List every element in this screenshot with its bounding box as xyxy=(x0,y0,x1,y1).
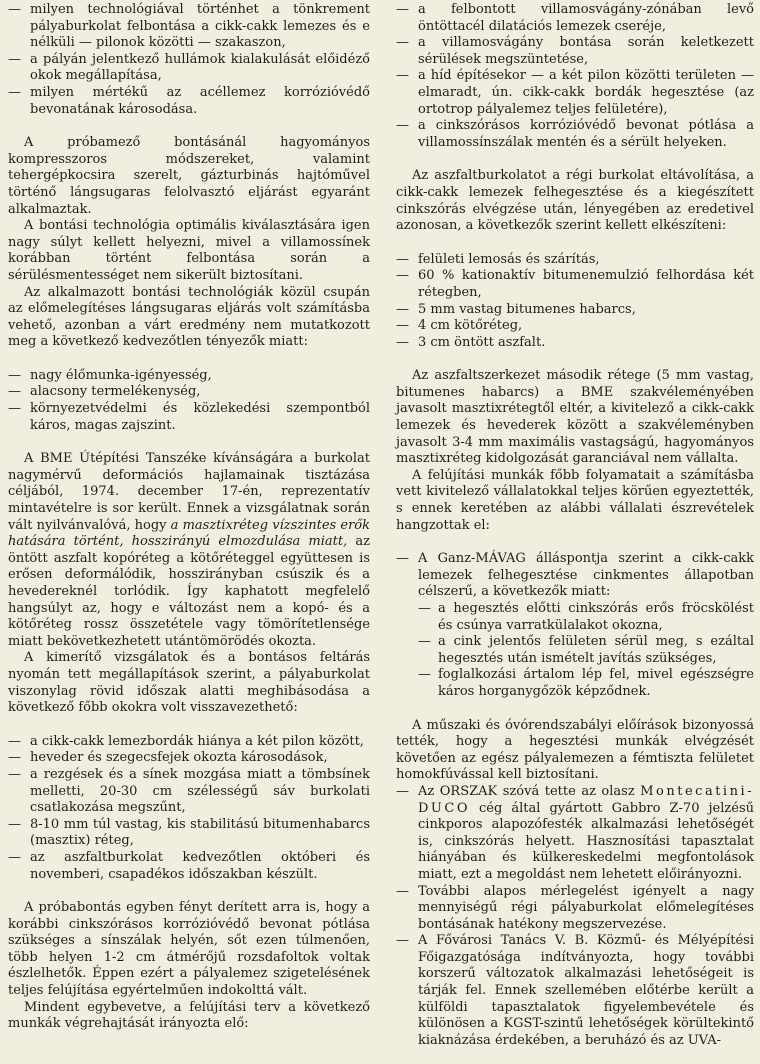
list-item: — környezetvédelmi és közlekedési szempontból káros, magas zajszint. xyxy=(8,401,370,434)
list-item: — a cink jelentős felületen sérül meg, s ezáltal hegesztés után ismételt javítás szükséges, xyxy=(418,634,754,667)
paragraph: A bontási technológia optimális kiválasztására igen nagy súlyt kellett helyezni, mivel a villamossínek korábban történt felbontása során a sérülésmentességet nem sikerült biztosítani. xyxy=(8,218,370,283)
layer-list xyxy=(396,252,754,352)
list-item: — a pályán jelentkező hullámok kialakulását előidéző okok megállapítása, xyxy=(8,52,370,85)
text-run: A BME Útépítési Tanszéke kívánságára a burkolat nagymérvű deformációs hajlamainak tisztázása céljából, 1974. december 17-én, reprezentatív mintavételre is sor került. Ennek a vizsgálatnak során vált nyilvánvalóvá, hogy xyxy=(8,451,370,533)
text-run: cég által gyártott Gabbro Z-70 jelzésű cinkporos alapozófesték alkalmazási lehetőségét is, cinkszórás helyett. Hasznosítási tapasztalat hiányában és külkereskedelmi megfontolások miatt, ezt a megoldást nem lehetett előirányozni. xyxy=(418,800,754,882)
list-item: — 4 cm kötőréteg, xyxy=(396,318,754,335)
text-run: Az ORSZAK szóvá tette az olasz xyxy=(418,783,635,799)
list-item: — a villamosvágány bontása során keletkezett sérülések megszüntetése, xyxy=(396,35,754,68)
paragraph: A próbabontás egyben fényt derített arra is, hogy a korábbi cinkszórásos korrózióvédő bevonat pótlása szükséges a sínszálak helyén, sőt ezen túlmenően, több helyen 1-2 cm átmérőjű rozsdafoltok voltak észlelhetők. Éppen ezért a pályalemez szigetelésének teljes felújítása egyértelműen indokolttá vált. xyxy=(8,900,370,999)
list-item: — 60 % kationaktív bitumenemulzió felhordása két rétegben, xyxy=(396,268,754,301)
list-item-ganz xyxy=(396,551,754,601)
list-item: — az aszfaltburkolat kedvezőtlen októberi és novemberi, csapadékos időszakban készült. xyxy=(8,850,370,883)
list-item: — a hegesztés előtti cinkszórás erős fröcskölést és csúnya varratkülalakot okozna, xyxy=(418,601,754,634)
ganz-sub-list xyxy=(418,601,754,701)
company-remarks-list xyxy=(396,551,754,601)
further-remarks-list xyxy=(396,784,754,1050)
list-item: — a híd építésekor — a két pilon közötti területen — elmaradt, ún. cikk-cakk bordák hegesztése (az ortotrop pályalemez teljes felületére), xyxy=(396,68,754,118)
list-item-orszak xyxy=(396,784,754,884)
list-item: — További alapos mérlegelést igényelt a nagy mennyiségű régi pályaburkolat előmelegítéses bontásának hatékony megszervezése. xyxy=(396,884,754,934)
text-run: A Ganz-MÁVAG álláspontja szerint a cikk-cakk lemezek felhegesztése cinkmentes állapotban célszerű, a következők miatt: xyxy=(418,551,754,600)
question-list xyxy=(8,2,370,118)
paragraph: A felújítási munkák főbb folyamatait a számításba vett kivitelező vállalatokkal teljes körűen egyeztették, s ennek keretében az alábbi vállalati észrevételek hangzottak el: xyxy=(396,467,754,533)
list-item: — a cinkszórásos korrózióvédő bevonat pótlása a villamossínszálak mentén és a sérült helyeken. xyxy=(396,118,754,151)
paragraph: A kimerítő vizsgálatok és a bontásos feltárás nyomán tett megállapítások szerint, a pályaburkolat viszonylag rövid időszak alatti meghibásodása a következő főbb okokra volt visszavezethető: xyxy=(8,650,370,716)
emphasized-text: a masztixréteg vízszintes erők hatására történt, hosszirányú elmozdulása miatt, xyxy=(8,517,370,550)
list-item: — a cikk-cakk lemezbordák hiánya a két pilon között, xyxy=(8,734,370,751)
unfavorable-factors-list xyxy=(8,368,370,434)
company-name: Montecatini-DUCO xyxy=(418,783,754,816)
list-item: — milyen technológiával történhet a tönkrement pályaburkolat felbontása a cikk-cakk lemezes és e nélküli — pilonok közötti — szakaszon, xyxy=(8,2,370,52)
causes-list xyxy=(8,734,370,883)
list-item: — alacsony termelékenység, xyxy=(8,384,370,401)
paragraph: A műszaki és óvórendszabályi előírások bizonyossá tették, hogy a hegesztési munkák elvégzését követően az egész pályalemezen a fémtiszta felületet homokfúvással kell biztosítani. xyxy=(396,717,754,783)
list-item: — A Fővárosi Tanács V. B. Közmű- és Mélyépítési Főigazgatósága indítványozta, hogy további korszerű változatok alkalmazási lehetőségeit is tárják fel. Ennek szellemében előtérbe került a külföldi tapasztalatok figyelembevétele és különösen a KGST-szintű lehetőségek körültekintő kiaknázása érdekében, a beruházó és az UVA- xyxy=(396,933,754,1049)
list-item: — 5 mm vastag bitumenes habarcs, xyxy=(396,302,754,319)
paragraph: Mindent egybevetve, a felújítási terv a következő munkák végrehajtását irányozta elő: xyxy=(8,999,370,1032)
list-item: — foglalkozási ártalom lép fel, mivel egészségre káros horganygőzök képződnek. xyxy=(418,667,754,700)
paragraph: Az alkalmazott bontási technológiák közül csupán az előmelegítéses lángsugaras eljárás volt számításba vehető, azonban a várt eredmény nem mutatkozott meg a következő kedvezőtlen tényezők miatt: xyxy=(8,284,370,350)
list-item: — a felbontott villamosvágány-zónában levő öntöttacél dilatációs lemezek cseréje, xyxy=(396,2,754,35)
paragraph: Az aszfaltszerkezet második rétege (5 mm vastag, bitumenes habarcs) a BME szakvéleményében javasolt masztixrétegtől eltér, a kivitelező a cikk-cakk lemezek és hevederek között a szakvéleményben javasolt 3-4 mm maximális vastagságú, hagyományos masztixréteg kidolgozását garanciával nem vállalta. xyxy=(396,368,754,467)
list-item: — milyen mértékű az acéllemez korrózióvédő bevonatának károsodása. xyxy=(8,85,370,118)
paragraph xyxy=(8,451,370,650)
work-list xyxy=(396,2,754,151)
paragraph: A próbamező bontásánál hagyományos kompresszoros módszereket, valamint tehergépkocsira szerelt, gázturbinás hajtóművel történő lángsugaras felolvasztó eljárást egyaránt alkalmaztak. xyxy=(8,135,370,217)
list-item: — nagy élőmunka-igényesség, xyxy=(8,368,370,385)
list-item: — felületi lemosás és szárítás, xyxy=(396,252,754,269)
list-item: — heveder és szegecsfejek okozta károsodások, xyxy=(8,750,370,767)
right-column xyxy=(396,2,754,1049)
paragraph: Az aszfaltburkolatot a régi burkolat eltávolítása, a cikk-cakk lemezek felhegesztése és a kiegészített cinkszórás elvégzése után, lényegében az eredetivel azonosan, a következők szerint kellett elkészíteni: xyxy=(396,168,754,234)
list-item: — a rezgések és a sínek mozgása miatt a tömbsínek melletti, 20-30 cm szélességű sáv burkolati csatlakozása megszűnt, xyxy=(8,767,370,817)
text-run: az öntött aszfalt kopóréteg a kötőréteggel együttesen is erősen deformálódik, hosszirányban csúszik és a hevedereknél torlódik. Így kaphatott megfelelő hangsúlyt az, hogy e változást nem a kopó- és a kötőréteg rossz összetétele vagy tömörítetlensége miatt bekövetkezhetett utántömörödés okozta. xyxy=(8,534,370,649)
list-item: — 3 cm öntött aszfalt. xyxy=(396,335,754,352)
left-column xyxy=(8,2,370,1033)
list-item: — 8-10 mm túl vastag, kis stabilitású bitumenhabarcs (masztix) réteg, xyxy=(8,817,370,850)
